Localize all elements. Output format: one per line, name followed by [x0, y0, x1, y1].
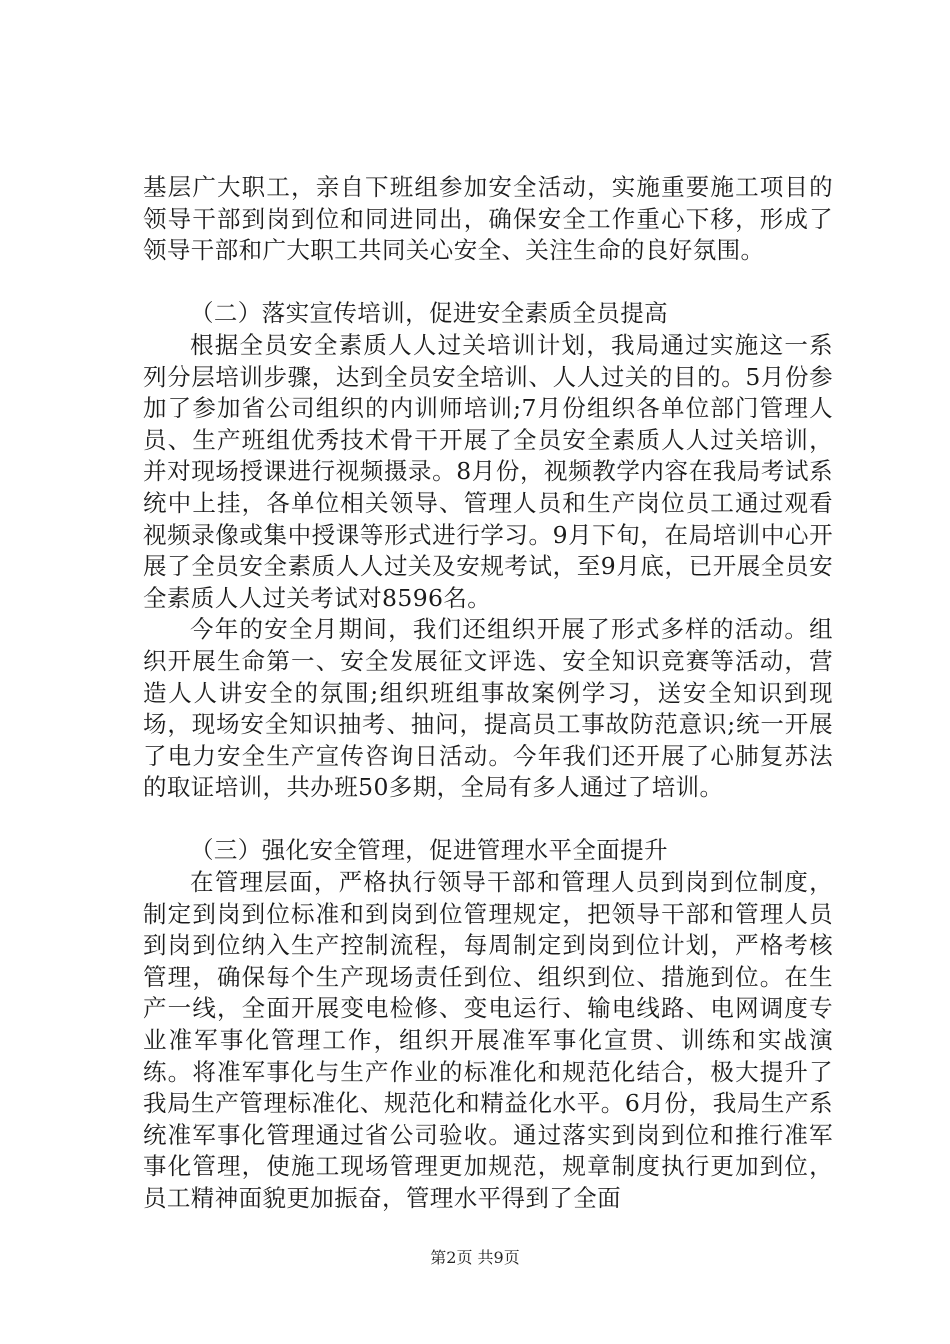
paragraph-gap — [143, 804, 833, 836]
paragraph-continuation: 基层广大职工，亲自下班组参加安全活动，实施重要施工项目的领导干部到岗到位和同进同出，确保安全工作重心下移，形成了领导干部和广大职工共同关心安全、关注生命的良好氛围。 — [143, 173, 833, 265]
paragraph-management: 在管理层面，严格执行领导干部和管理人员到岗到位制度，制定到岗到位标准和到岗到位管理规定，把领导干部和管理人员到岗到位纳入生产控制流程，每周制定到岗到位计划，严格考核管理，确保每个生产现场责任到位、组织到位、措施到位。在生产一线，全面开展变电检修、变电运行、输电线路、电网调度专业准军事化管理工作，组织开展准军事化宣贯、训练和实战演练。将准军事化与生产作业的标准化和规范化结合，极大提升了我局生产管理标准化、规范化和精益化水平。6月份，我局生产系统准军事化管理通过省公司验收。通过落实到岗到位和推行准军事化管理，使施工现场管理更加规范，规章制度执行更加到位，员工精神面貌更加振奋，管理水平得到了全面 — [143, 868, 833, 1212]
page-number-footer: 第2页 共9页 — [430, 1248, 520, 1267]
paragraph-training: 根据全员安全素质人人过关培训计划，我局通过实施这一系列分层培训步骤，达到全员安全培训、人人过关的目的。5月份参加了参加省公司组织的内训师培训;7月份组织各单位部门管理人员、生产班组优秀技术骨干开展了全员安全素质人人过关培训，并对现场授课进行视频摄录。8月份，视频教学内容在我局考试系统中上挂，各单位相关领导、管理人员和生产岗位员工通过观看视频录像或集中授课等形式进行学习。9月下旬，在局培训中心开展了全员安全素质人人过关及安规考试，至9月底，已开展全员安全素质人人过关考试对8596名。 — [143, 330, 833, 612]
section-heading-3: （三）强化安全管理，促进管理水平全面提升 — [190, 836, 668, 865]
document-body — [143, 172, 833, 1215]
paragraph-safety-month: 今年的安全月期间，我们还组织开展了形式多样的活动。组织开展生命第一、安全发展征文评选、安全知识竞赛等活动，营造人人讲安全的氛围;组织班组事故案例学习，送安全知识到现场，现场安全知识抽考、抽问，提高员工事故防范意识;统一开展了电力安全生产宣传咨询日活动。今年我们还开展了心肺复苏法的取证培训，共办班50多期，全局有多人通过了培训。 — [143, 615, 833, 802]
paragraph-gap — [143, 267, 833, 299]
section-heading-2: （二）落实宣传培训，促进安全素质全员提高 — [190, 299, 668, 328]
